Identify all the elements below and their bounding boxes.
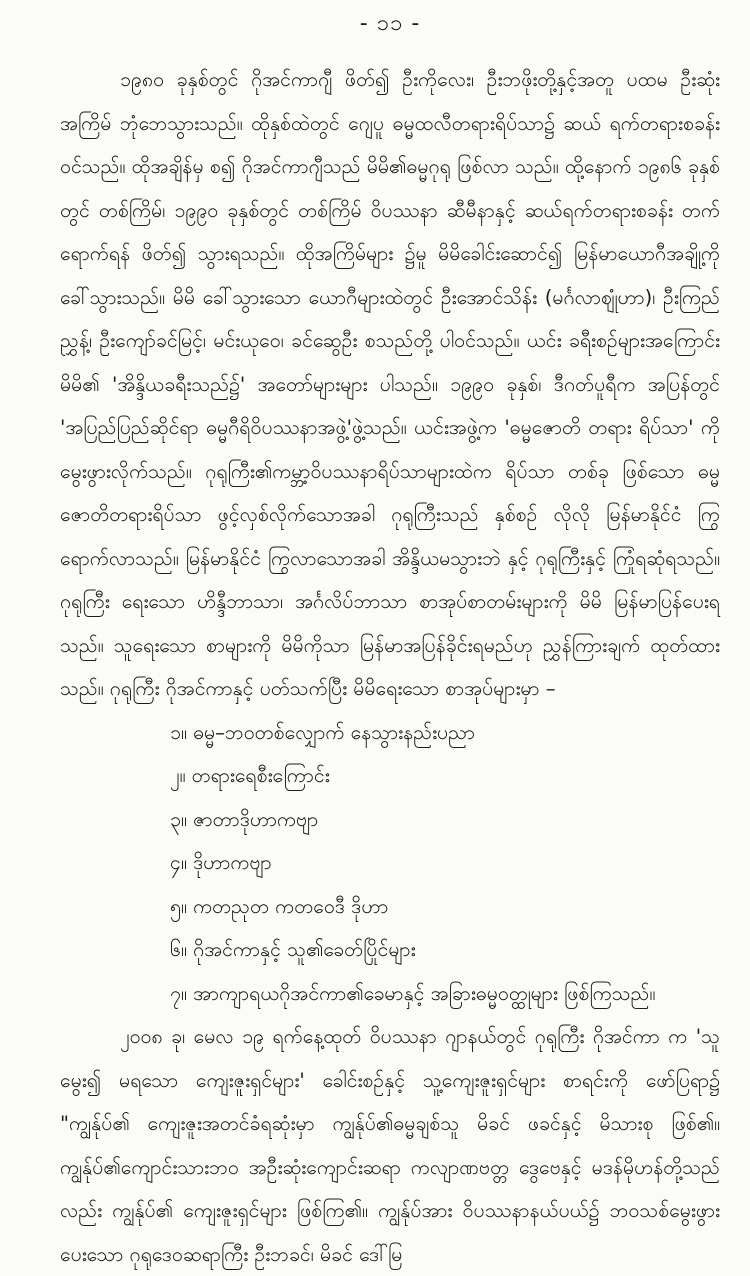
list-item: ၅။ ကတညုတ ကတဝေဒီ ဒိုဟာ (170, 894, 389, 918)
list-item: ၂။ တရားရေစီးကြောင်း (170, 764, 330, 787)
book-list (60, 711, 720, 1016)
list-item: ၇။ အာကျာရယဂိုအင်ကာ၏ခေမာနှင့် အခြားဓမ္မဝတ္ထုများ ဖြစ်ကြသည်။ (170, 981, 656, 1005)
list-item: ၆။ ဂိုအင်ကာနှင့် သူ၏ခေတ်ပြိုင်များ (170, 938, 416, 961)
list-item: ၃။ ဇာတာဒိုဟာကဗျာ (170, 807, 319, 831)
list-item: ၄။ ဒိုဟာကဗျာ (170, 851, 272, 874)
body-paragraph: ၁၉၈၀ ခုနှစ်တွင် ဂိုအင်ကာဂျီ ဖိတ်၍ ဦးကိုလေး၊ ဦးဘဖိုးတို့နှင့်အတူ ပထမ ဦးဆုံးအကြိမ် ဘုံဘေသွားသည်။ ထိုနှစ်ထဲတွင် ဂျေပူ ဓမ္မထလီတရားရိပ်သာ၌ ဆယ် ရက်တရားစခန်း ဝင်သည်။ ထိုအချိန်မှ စ၍ ဂိုအင်ကာဂျီသည် မိမိ၏ဓမ္မဂုရု ဖြစ်လာ သည်။ ထို့နောက် ၁၉၈၆ ခုနှစ်တွင် တစ်ကြိမ်၊ ၁၉၉၀ ခုနှစ်တွင် တစ်ကြိမ် ဝိပဿနာ ဆီမီနာနှင့် ဆယ်ရက်တရားစခန်း တက်ရောက်ရန် ဖိတ်၍ သွားရသည်။ ထိုအကြိမ်များ ၌မူ မိမိခေါင်းဆောင်၍ မြန်မာယောဂီအချို့ကို ခေါ်သွားသည်။ မိမိ ခေါ်သွားသော ယောဂီများထဲတွင် ဦးအောင်သိန်း (မင်္ဂလာဈုံဟာ)၊ ဦးကြည်ညွှန့်၊ ဦးကျော်ခင်မြင့်၊ မင်းယုဝေ၊ ခင်ဆွေဦး စသည်တို့ ပါဝင်သည်။ ယင်း ခရီးစဉ်များအကြောင်း မိမိ၏ 'အိန္ဒိယခရီးသည်၌' အတော်များများ ပါသည်။ ၁၉၉၀ ခုနှစ်၊ ဒီဂတ်ပူရီက အပြန်တွင် 'အပြည်ပြည်ဆိုင်ရာ ဓမ္မဂီရိဝိပဿနာအဖွဲ့'ဖွဲ့သည်။ ယင်းအဖွဲ့က 'ဓမ္မဇောတိ တရား ရိပ်သာ' ကို မွေးဖွားလိုက်သည်။ ဂုရုကြီး၏ကမ္ဘာ့ဝိပဿနာရိပ်သာများထဲက ရိပ်သာ တစ်ခု ဖြစ်သော ဓမ္မဇောတိတရားရိပ်သာ ဖွင့်လှစ်လိုက်သောအခါ ဂုရုကြီးသည် နှစ်စဉ် လိုလို မြန်မာနိုင်ငံ ကြွရောက်လာသည်။ မြန်မာနိုင်ငံ ကြွလာသောအခါ အိန္ဒိယမသွားဘဲ နှင့် ဂုရုကြီးနှင့် ကြုံရဆုံရသည်။ ဂုရုကြီး ရေးသော ဟိန္ဒီဘာသာ၊ အင်္ဂလိပ်ဘာသာ စာအုပ်စာတမ်းများကို မိမိ မြန်မာပြန်ပေးရသည်။ သူရေးသော စာများကို မိမိကိုသာ မြန်မာအပြန်ခိုင်းရမည်ဟု ညွှန်ကြားချက် ထုတ်ထားသည်။ ဂုရုကြီး ဂိုအင်ကာနှင့် ပတ်သက်ပြီး မိမိရေးသော စာအုပ်များမှာ – (60, 68, 720, 700)
closing-paragraph: ၂၀၀၈ ခု၊ မေလ ၁၉ ရက်နေ့ထုတ် ဝိပဿနာ ဂျာနယ်တွင် ဂုရုကြီး ဂိုအင်ကာ က 'သူ မွေး၍ မရသော ကျေးဇူးရှင်များ' ခေါင်းစဉ်နှင့် သူ့ကျေးဇူးရှင်များ စာရင်းကို ဖော်ပြရာ၌ "ကျွန်ုပ်၏ ကျေးဇူးအတင်ခံရဆုံးမှာ ကျွန်ုပ်၏ဓမ္မချစ်သူ မိခင် ဖခင်နှင့် မိသားစု ဖြစ်၏။ ကျွန်ုပ်၏ကျောင်းသားဘဝ အဦးဆုံးကျောင်းဆရာ ကလျာဏဗတ္တ ဒွေဗေနှင့် မဒန်မိုဟန်တို့သည်လည်း ကျွန်ုပ်၏ ကျေးဇူးရှင်များ ဖြစ်ကြ၏။ ကျွန်ုပ်အား ဝိပဿနာနယ်ပယ်၌ ဘဝသစ်မွေးဖွားပေးသော ဂုရုဒေဝဆရာကြီး ဦးဘခင်၊ မိခင် ဒေါ်မြ (60, 1025, 720, 1266)
list-item: ၁။ ဓမ္မ–ဘဝတစ်လျှောက် နေသွားနည်းပညာ (170, 720, 476, 744)
page-number: - ၁၁ - (359, 11, 421, 36)
